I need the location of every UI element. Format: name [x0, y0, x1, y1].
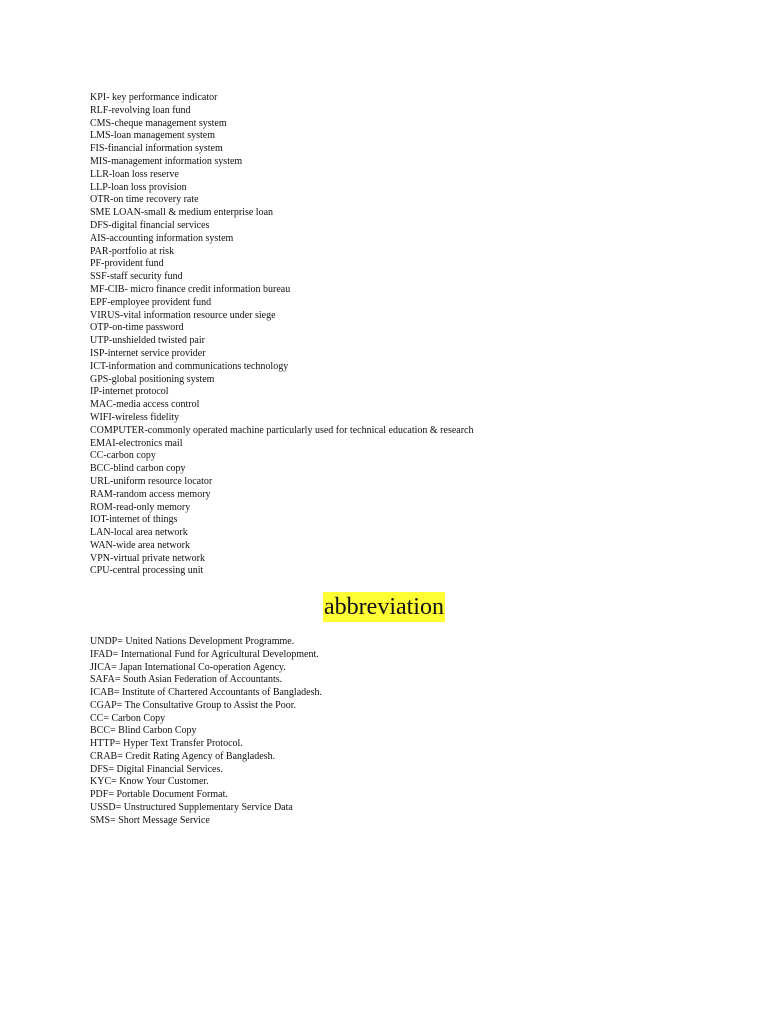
list-item: CC= Carbon Copy — [90, 712, 166, 724]
list-item: ICT-information and communications technology — [90, 360, 289, 372]
list-item: IOT-internet of things — [90, 514, 178, 526]
list-item: COMPUTER-commonly operated machine particularly used for technical education & research — [90, 424, 474, 436]
list-item: RLF-revolving loan fund — [90, 104, 191, 116]
list-item: MAC-media access control — [90, 399, 200, 411]
list-item: UNDP= United Nations Development Programme. — [90, 636, 295, 647]
list-item: FIS-financial information system — [90, 143, 223, 155]
list-item: EPF-employee provident fund — [90, 296, 212, 308]
list-item: IFAD= International Fund for Agricultural Development. — [90, 648, 319, 660]
list-item: UTP-unshielded twisted pair — [90, 335, 205, 347]
list-item: GPS-global positioning system — [90, 373, 215, 385]
list-item: BCC= Blind Carbon Copy — [90, 725, 197, 737]
list-item: PF-provident fund — [90, 258, 164, 270]
list-item: DFS= Digital Financial Services. — [90, 763, 223, 775]
list-item: VIRUS-vital information resource under siege — [90, 309, 276, 321]
list-item: SSF-staff security fund — [90, 271, 183, 283]
list-item: KYC= Know Your Customer. — [90, 776, 209, 788]
list-item: PDF= Portable Document Format. — [90, 789, 228, 800]
list-item: LLR-loan loss reserve — [90, 168, 179, 180]
acronym-list — [90, 92, 690, 578]
list-item: VPN-virtual private network — [90, 552, 205, 564]
list-item: URL-uniform resource locator — [90, 475, 213, 487]
list-item: ISP-internet service provider — [90, 347, 206, 359]
list-item: AIS-accounting information system — [90, 232, 234, 244]
list-item: USSD= Unstructured Supplementary Service Data — [90, 801, 293, 813]
list-item: IP-internet protocol — [90, 386, 169, 398]
section-heading: abbreviation — [324, 594, 444, 620]
list-item: WIFI-wireless fidelity — [90, 411, 180, 423]
list-item: PAR-portfolio at risk — [90, 245, 175, 257]
list-item: DFS-digital financial services — [90, 219, 210, 231]
list-item: CMS-cheque management system — [90, 117, 227, 129]
list-item: OTR-on time recovery rate — [90, 194, 199, 206]
list-item: KPI- key performance indicator — [90, 92, 218, 103]
list-item: CPU-central processing unit — [90, 565, 204, 577]
list-item: SAFA= South Asian Federation of Accountants. — [90, 674, 283, 686]
list-item: OTP-on-time password — [90, 322, 184, 334]
list-item: LMS-loan management system — [90, 130, 215, 142]
list-item: WAN-wide area network — [90, 539, 190, 551]
list-item: CRAB= Credit Rating Agency of Bangladesh. — [90, 750, 276, 762]
list-item: CGAP= The Consultative Group to Assist the Poor. — [90, 699, 297, 711]
list-item: CC-carbon copy — [90, 450, 156, 462]
list-item: MF-CIB- micro finance credit information bureau — [90, 283, 291, 295]
abbreviation-list — [90, 636, 690, 827]
list-item: LLP-loan loss provision — [90, 181, 187, 193]
list-item: JICA= Japan International Co-operation Agency. — [90, 661, 286, 673]
list-item: RAM-random access memory — [90, 488, 211, 500]
list-item: ROM-read-only memory — [90, 501, 191, 513]
list-item: SME LOAN-small & medium enterprise loan — [90, 207, 274, 219]
list-item: LAN-local area network — [90, 527, 188, 539]
list-item: SMS= Short Message Service — [90, 814, 210, 826]
list-item: MIS-management information system — [90, 155, 243, 167]
list-item: EMAI-electronics mail — [90, 437, 183, 449]
list-item: ICAB= Institute of Chartered Accountants of Bangladesh. — [90, 687, 322, 698]
heading-container — [0, 592, 768, 622]
list-item: HTTP= Hyper Text Transfer Protocol. — [90, 738, 243, 749]
list-item: BCC-blind carbon copy — [90, 463, 186, 475]
